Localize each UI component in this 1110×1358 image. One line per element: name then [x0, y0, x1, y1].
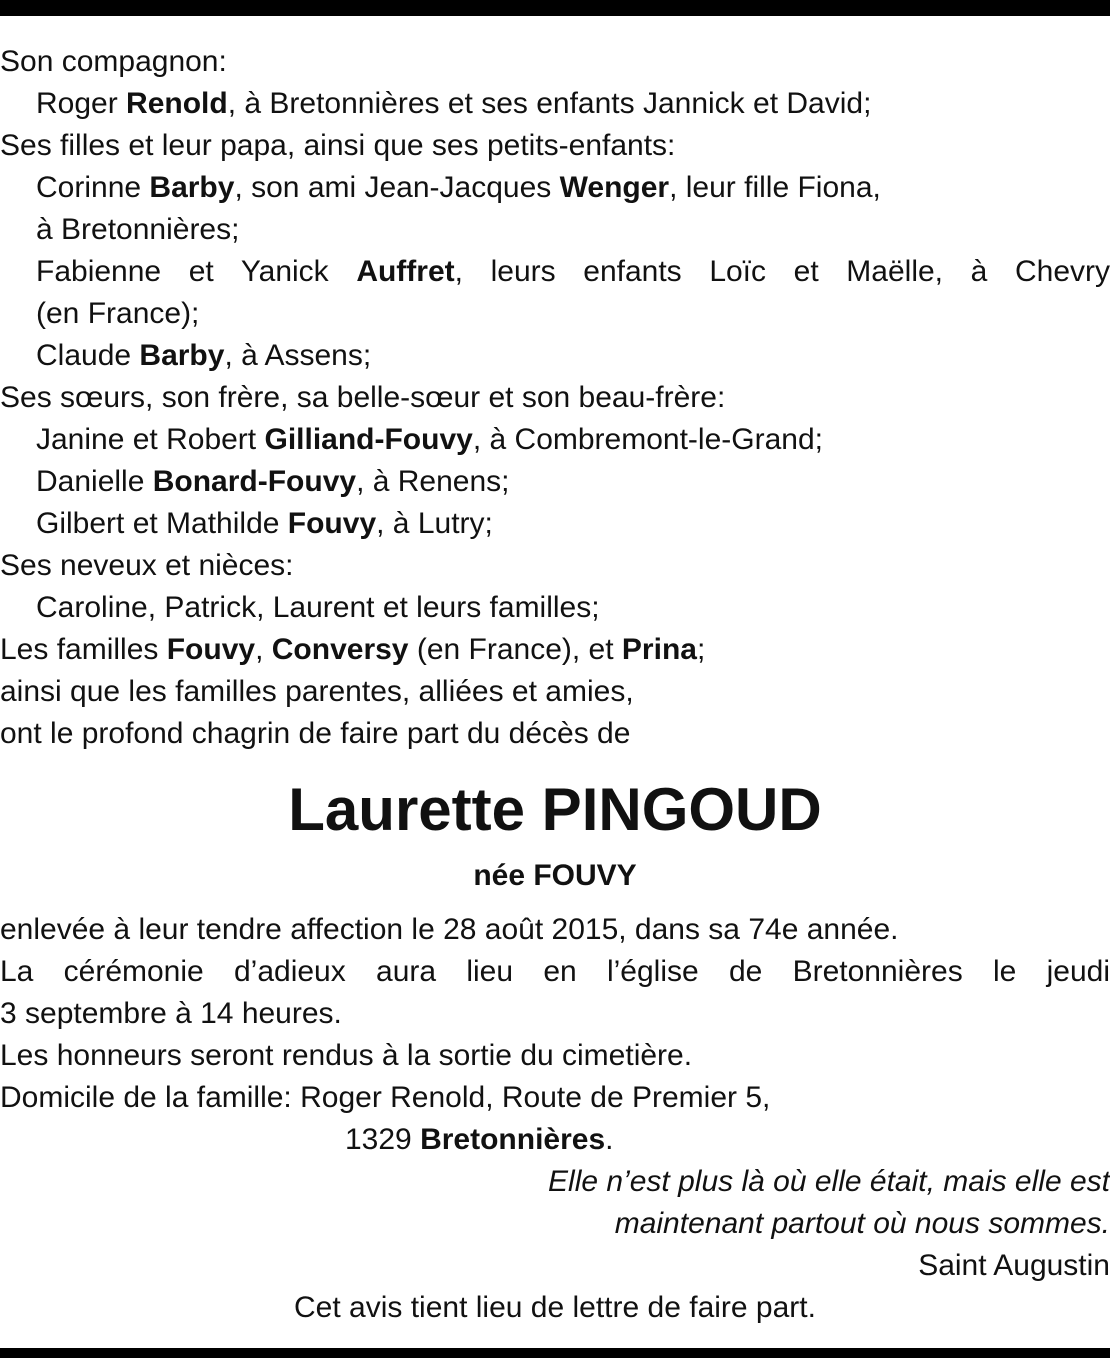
text-line	[0, 83, 1110, 125]
text-segment: Saint Augustin	[918, 1249, 1110, 1282]
text-line	[0, 993, 1110, 1035]
text-segment: ainsi que les familles parentes, alliées et amies,	[0, 675, 634, 708]
text-segment: , à Assens;	[224, 339, 372, 372]
text-segment: , à Renens;	[356, 465, 510, 498]
text-segment: (en France), et	[408, 633, 622, 666]
text-line	[0, 1245, 1110, 1287]
text-line	[0, 419, 1110, 461]
text-segment: Domicile de la famille: Roger Renold, Route de Premier 5,	[0, 1081, 771, 1114]
family-name: Renold	[126, 87, 228, 120]
text-segment: maintenant partout où nous sommes.	[614, 1207, 1110, 1240]
text-segment: , leurs enfants Loïc et Maëlle, à Chevry	[454, 255, 1110, 288]
text-line	[0, 209, 1110, 251]
family-name: Barby	[139, 339, 225, 372]
text-segment: Ses neveux et nièces:	[0, 549, 294, 582]
text-line	[0, 335, 1110, 377]
text-segment: Ses filles et leur papa, ainsi que ses petits-enfants:	[0, 129, 676, 162]
text-line	[0, 1035, 1110, 1077]
family-name: Wenger	[559, 171, 670, 204]
text-segment: 1329	[345, 1123, 421, 1156]
top-border	[0, 0, 1110, 16]
family-name: Bonard-Fouvy	[152, 465, 357, 498]
announcement-lines	[0, 41, 1110, 755]
family-name: Bretonnières	[420, 1123, 606, 1156]
family-name: Fouvy	[287, 507, 377, 540]
text-line	[0, 1203, 1110, 1245]
text-segment: Danielle	[36, 465, 153, 498]
family-name: Prina	[621, 633, 697, 666]
text-segment: Caroline, Patrick, Laurent et leurs familles;	[36, 591, 600, 624]
text-line	[0, 1119, 1110, 1161]
text-segment: Gilbert et Mathilde	[36, 507, 288, 540]
text-line	[0, 503, 1110, 545]
text-segment: Corinne	[36, 171, 150, 204]
family-name: Conversy	[271, 633, 409, 666]
family-name: Auffret	[356, 255, 455, 288]
details-lines	[0, 909, 1110, 1329]
text-line	[0, 1287, 1110, 1329]
text-segment: Roger	[36, 87, 127, 120]
deceased-name: Laurette PINGOUD	[288, 776, 822, 843]
text-segment: Janine et Robert	[36, 423, 265, 456]
text-line	[0, 1161, 1110, 1203]
text-segment: .	[605, 1123, 614, 1156]
text-segment: , à Bretonnières et ses enfants Jannick et David;	[227, 87, 872, 120]
text-line	[0, 377, 1110, 419]
text-segment: Les honneurs seront rendus à la sortie du cimetière.	[0, 1039, 693, 1072]
text-line	[0, 461, 1110, 503]
text-line	[0, 41, 1110, 83]
text-segment: ont le profond chagrin de faire part du décès de	[0, 717, 631, 750]
text-line	[0, 587, 1110, 629]
text-segment: ,	[255, 633, 272, 666]
text-segment: 3 septembre à 14 heures.	[0, 997, 342, 1030]
text-line	[0, 251, 1110, 293]
text-segment: Son compagnon:	[0, 45, 227, 78]
text-segment: La cérémonie d’adieux aura lieu en l’église de Bretonnières le jeudi	[0, 955, 1110, 988]
text-segment: Claude	[36, 339, 140, 372]
maiden-name: née FOUVY	[473, 859, 637, 892]
text-segment: Les familles	[0, 633, 167, 666]
text-line	[0, 713, 1110, 755]
text-line	[0, 629, 1110, 671]
text-segment: , leur fille Fiona,	[669, 171, 881, 204]
text-line	[0, 545, 1110, 587]
text-segment: Fabienne et Yanick	[36, 255, 357, 288]
text-line	[0, 909, 1110, 951]
text-line	[0, 1077, 1110, 1119]
bottom-border	[0, 1348, 1110, 1358]
family-name: Gilliand-Fouvy	[264, 423, 473, 456]
text-segment: , à Lutry;	[376, 507, 493, 540]
text-segment: Elle n’est plus là où elle était, mais elle est	[548, 1165, 1110, 1198]
text-segment: (en France);	[36, 297, 200, 330]
text-segment: , à Combremont-le-Grand;	[472, 423, 823, 456]
text-line	[0, 293, 1110, 335]
text-segment: , son ami Jean-Jacques	[234, 171, 560, 204]
text-segment: Cet avis tient lieu de lettre de faire part.	[294, 1291, 816, 1324]
text-line	[0, 125, 1110, 167]
text-segment: Ses sœurs, son frère, sa belle-sœur et son beau-frère:	[0, 381, 726, 414]
text-segment: enlevée à leur tendre affection le 28 août 2015, dans sa 74e année.	[0, 913, 899, 946]
family-name: Fouvy	[166, 633, 256, 666]
text-line	[0, 671, 1110, 713]
text-segment: à Bretonnières;	[36, 213, 240, 246]
family-name: Barby	[149, 171, 235, 204]
text-segment: ;	[696, 633, 706, 666]
text-line	[0, 167, 1110, 209]
text-line	[0, 951, 1110, 993]
